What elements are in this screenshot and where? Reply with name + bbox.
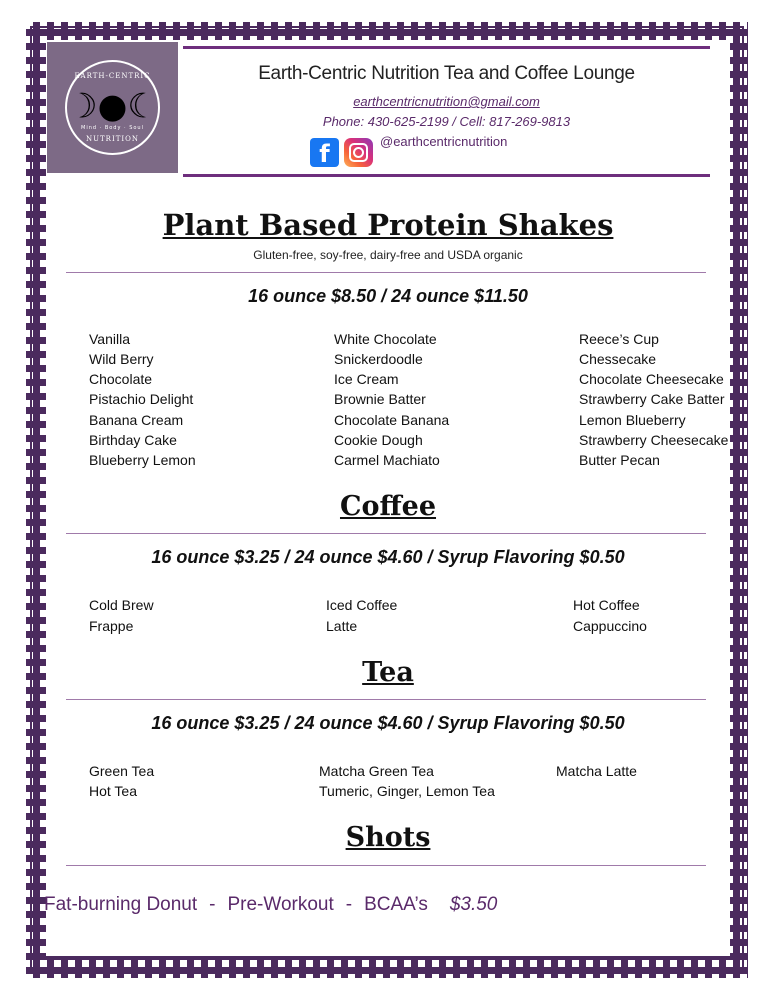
shake-item: Carmel Machiato xyxy=(334,452,440,468)
shakes-price: 16 ounce $8.50 / 24 ounce $11.50 xyxy=(248,286,528,306)
shakes-subtitle: Gluten-free, soy-free, dairy-free and USDA organic xyxy=(253,248,523,262)
shake-item: Birthday Cake xyxy=(89,432,177,448)
shot-item: BCAA’s xyxy=(364,894,428,915)
shake-item: Pistachio Delight xyxy=(89,391,194,407)
business-name: Earth-Centric Nutrition Tea and Coffee Lounge xyxy=(258,63,635,84)
shot-item: Fat-burning Donut xyxy=(44,894,198,915)
logo-ring xyxy=(65,60,160,155)
instagram-icon[interactable] xyxy=(344,138,373,167)
logo-top-text: EARTH-CENTRIC xyxy=(74,72,151,80)
coffee-item: Latte xyxy=(326,618,358,634)
shots-line xyxy=(44,894,497,916)
shake-item: Wild Berry xyxy=(89,351,154,367)
coffee-title: Coffee xyxy=(339,491,437,522)
facebook-icon[interactable]: f xyxy=(310,138,339,167)
social-handle: @earthcentricnutrition xyxy=(380,134,508,149)
tea-item: Matcha Green Tea xyxy=(319,763,434,779)
shake-item: Reece’s Cup xyxy=(579,331,659,347)
shake-item: Chessecake xyxy=(579,351,657,367)
tea-item: Tumeric, Ginger, Lemon Tea xyxy=(319,783,495,799)
coffee-item: Hot Coffee xyxy=(573,597,640,613)
shake-item: Strawberry Cake Batter xyxy=(579,391,725,407)
coffee-item: Iced Coffee xyxy=(326,597,398,613)
coffee-item: Cappuccino xyxy=(573,618,647,634)
coffee-item: Frappe xyxy=(89,618,134,634)
shots-divider xyxy=(66,865,706,866)
shake-item: Butter Pecan xyxy=(579,452,660,468)
tea-item: Green Tea xyxy=(89,763,155,779)
shake-item: Lemon Blueberry xyxy=(579,412,686,428)
tea-divider xyxy=(66,699,706,700)
shake-item: Brownie Batter xyxy=(334,391,426,407)
phone-numbers: Phone: 430-625-2199 / Cell: 817-269-9813 xyxy=(322,114,571,129)
shots-title: Shots xyxy=(345,822,431,853)
shake-item: Chocolate xyxy=(89,371,153,387)
shot-separator: - xyxy=(345,894,353,915)
instagram-lens xyxy=(353,147,364,158)
coffee-price: 16 ounce $3.25 / 24 ounce $4.60 / Syrup Flavoring $0.50 xyxy=(151,547,625,567)
shake-item: Chocolate Cheesecake xyxy=(579,371,724,387)
header-top-rule xyxy=(183,46,710,49)
tea-title: Tea xyxy=(362,657,414,688)
shake-item: White Chocolate xyxy=(334,331,437,347)
shakes-divider xyxy=(66,272,706,273)
logo-tagline: Mind · Body · Soul xyxy=(81,125,144,131)
shake-item: Vanilla xyxy=(89,331,130,347)
goddess-moon-icon: ☽●☾ xyxy=(67,85,158,126)
shake-item: Cookie Dough xyxy=(334,432,423,448)
shots-price: $3.50 xyxy=(449,894,498,915)
header-bottom-rule xyxy=(183,174,710,177)
shake-item: Snickerdoodle xyxy=(334,351,423,367)
shake-item: Banana Cream xyxy=(89,412,184,428)
email-link[interactable]: earthcentricnutrition@gmail.com xyxy=(353,94,540,109)
shot-separator: - xyxy=(209,894,216,915)
coffee-divider xyxy=(66,533,706,534)
tea-price: 16 ounce $3.25 / 24 ounce $4.60 / Syrup Flavoring $0.50 xyxy=(151,713,625,733)
shot-item: Pre-Workout xyxy=(227,894,334,915)
logo-bottom-text: NUTRITION xyxy=(85,135,140,143)
logo xyxy=(47,42,178,173)
shakes-title: Plant Based Protein Shakes xyxy=(162,208,614,242)
shake-item: Chocolate Banana xyxy=(334,412,450,428)
tea-item: Hot Tea xyxy=(89,783,137,799)
shake-item: Ice Cream xyxy=(334,371,399,387)
shake-item: Strawberry Cheesecake xyxy=(579,432,729,448)
shake-item: Blueberry Lemon xyxy=(89,452,196,468)
coffee-item: Cold Brew xyxy=(89,597,154,613)
tea-item: Matcha Latte xyxy=(556,763,637,779)
